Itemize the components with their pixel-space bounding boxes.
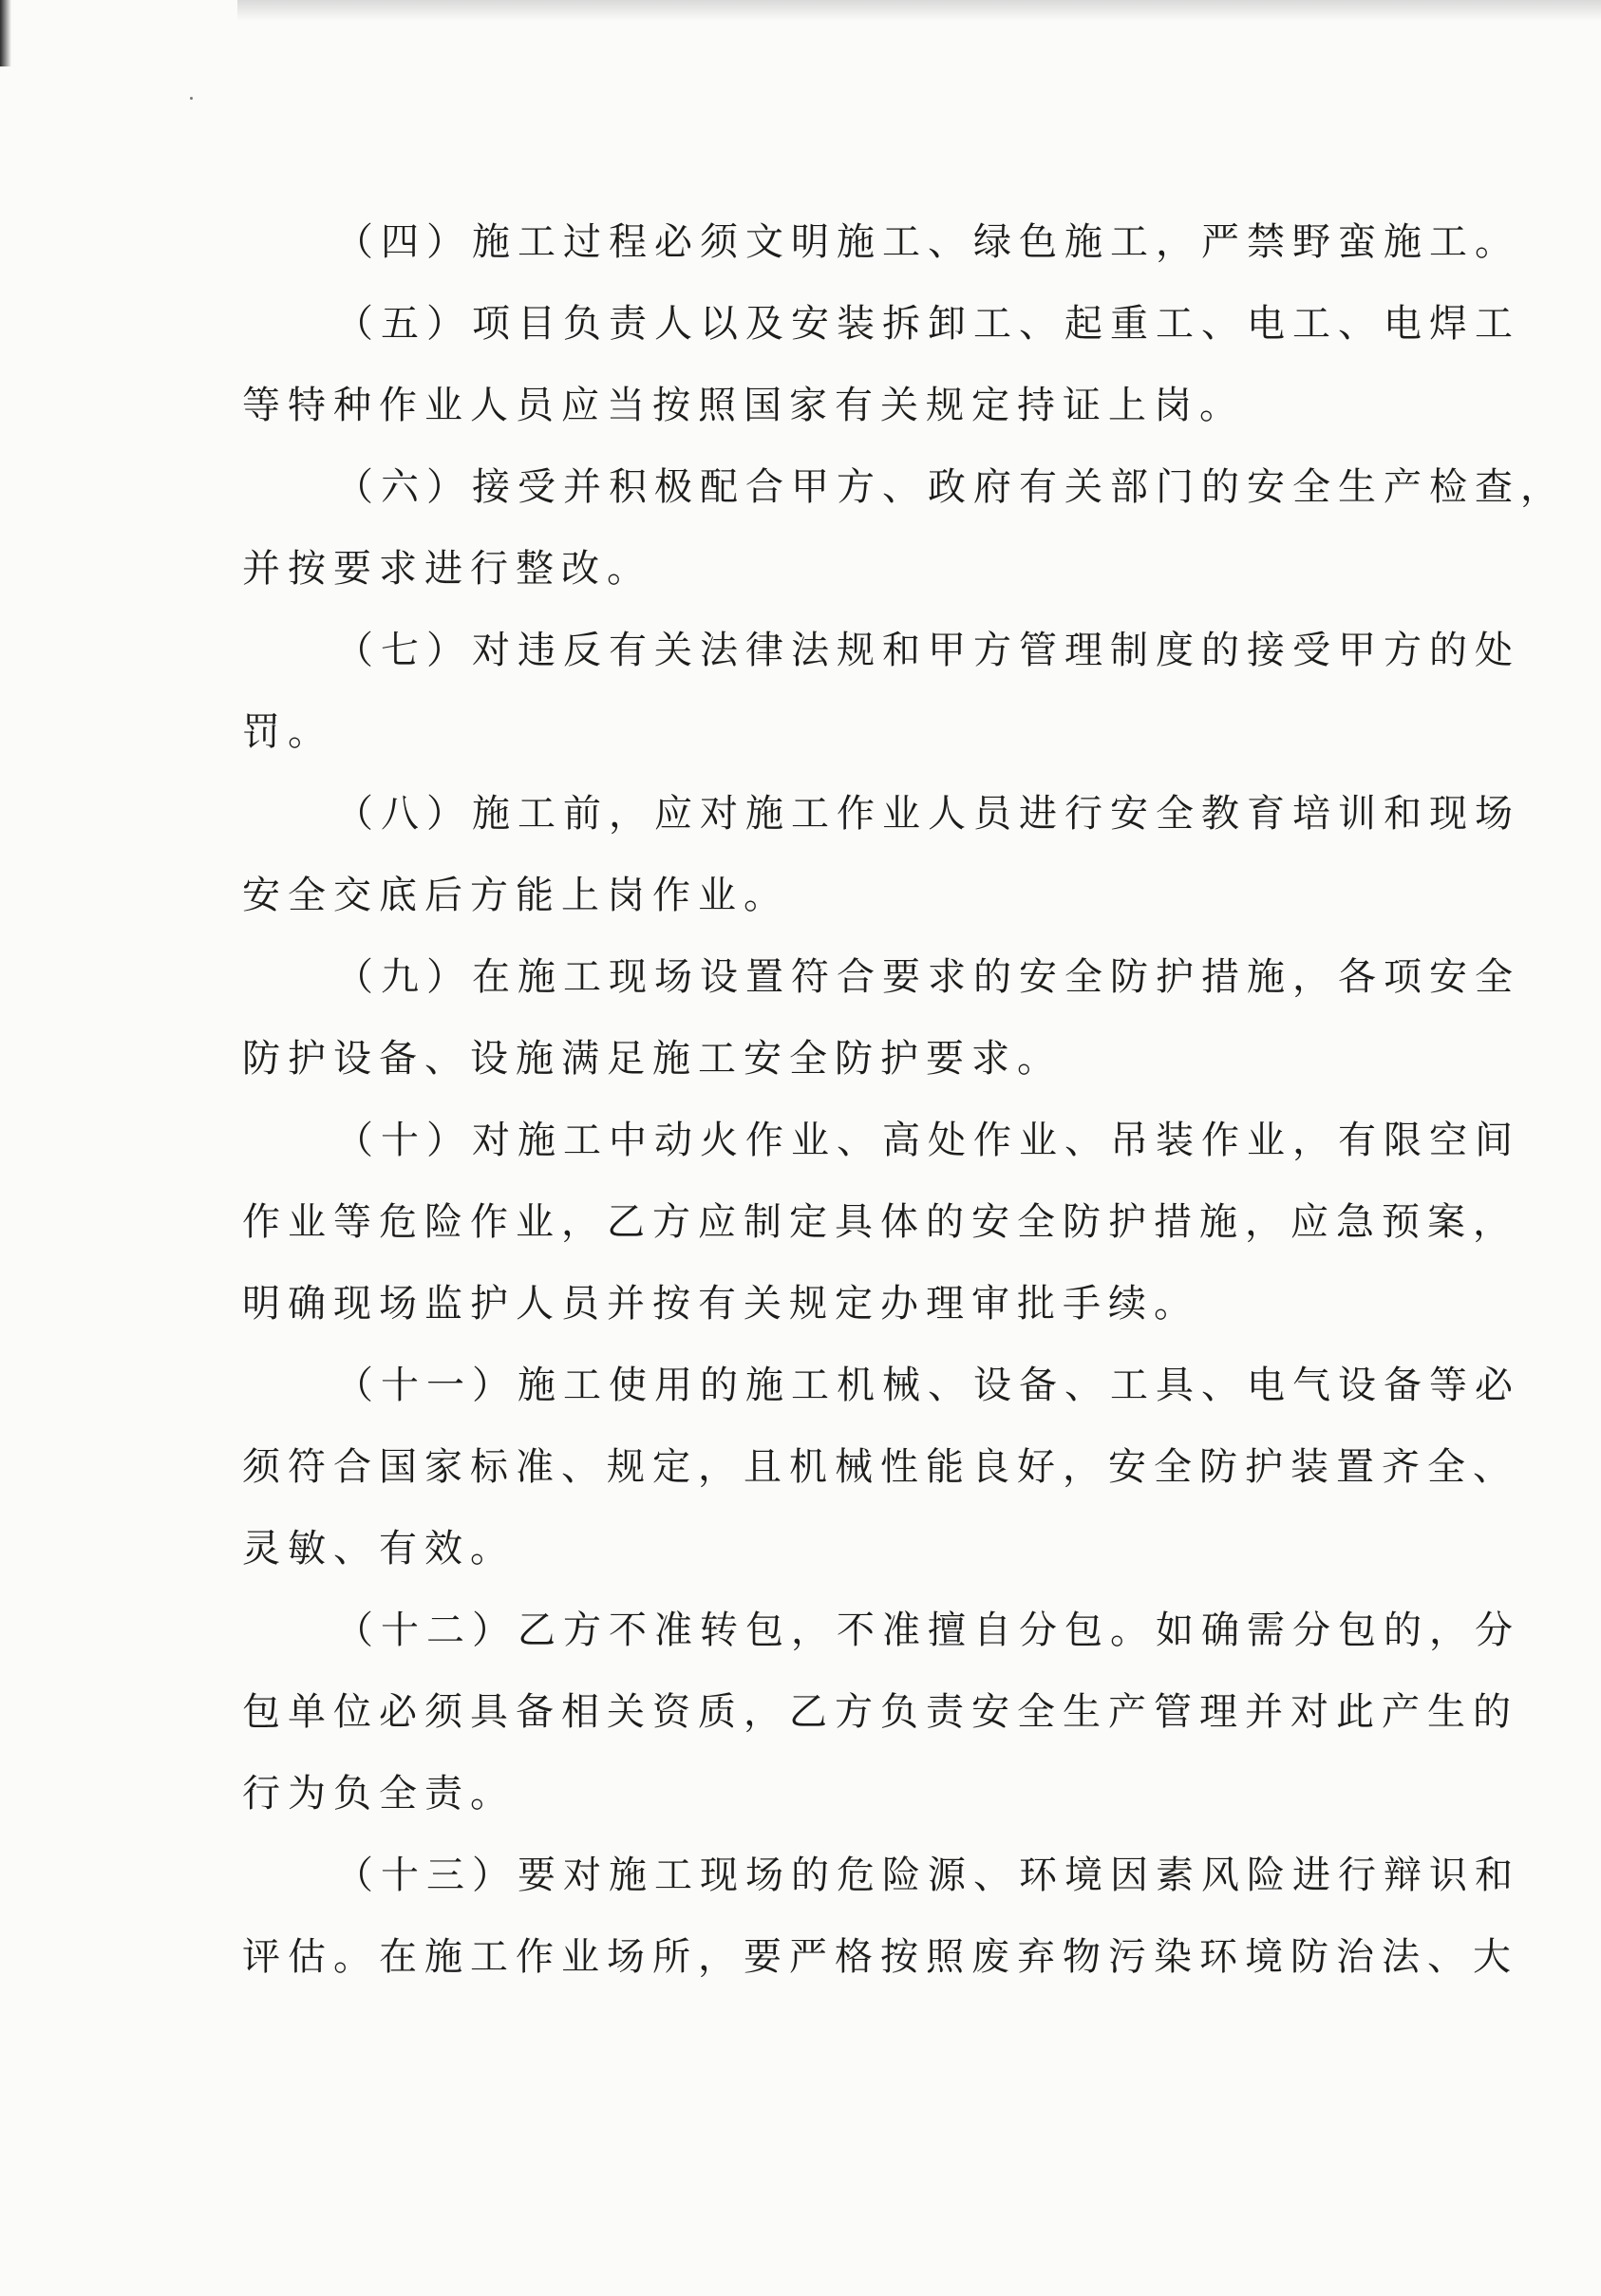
paragraph xyxy=(242,1345,1520,1590)
paragraph xyxy=(242,201,1520,283)
paragraph-line: 并按要求进行整改。 xyxy=(242,547,652,591)
paragraph xyxy=(242,773,1520,936)
scan-top-shadow xyxy=(237,0,1601,21)
paragraph-line: 等特种作业人员应当按照国家有关规定持证上岗。 xyxy=(242,384,1245,427)
paragraph xyxy=(242,446,1566,610)
paragraph-first-line: （九）在施工现场设置符合要求的安全防护措施，各项安全 xyxy=(335,955,1520,999)
paragraph-line: 明确现场监护人员并按有关规定办理审批手续。 xyxy=(242,1282,1199,1326)
paragraph xyxy=(242,1590,1520,1835)
paragraph-line: 作业等危险作业，乙方应制定具体的安全防护措施，应急预案， xyxy=(242,1200,1518,1244)
paragraph-line: 防护设备、设施满足施工安全防护要求。 xyxy=(242,1037,1063,1081)
paragraph xyxy=(242,283,1520,446)
paragraph-first-line: （八）施工前，应对施工作业人员进行安全教育培训和现场 xyxy=(335,792,1520,836)
paragraph-line: 须符合国家标准、规定，且机械性能良好，安全防护装置齐全、 xyxy=(242,1445,1518,1489)
paragraph-first-line: （十三）要对施工现场的危险源、环境因素风险进行辩识和 xyxy=(335,1854,1520,1897)
document-body xyxy=(242,201,1566,1998)
paragraph-line: 评估。在施工作业场所，要严格按照废弃物污染环境防治法、大 xyxy=(242,1935,1518,1979)
paragraph-first-line: （六）接受并积极配合甲方、政府有关部门的安全生产检查， xyxy=(335,465,1566,509)
paragraph-line: 包单位必须具备相关资质，乙方负责安全生产管理并对此产生的 xyxy=(242,1690,1518,1734)
paragraph-first-line: （五）项目负责人以及安装拆卸工、起重工、电工、电焊工 xyxy=(335,302,1520,346)
paragraph-line: 灵敏、有效。 xyxy=(242,1527,516,1571)
scan-speck xyxy=(190,97,193,100)
paragraph-first-line: （四）施工过程必须文明施工、绿色施工，严禁野蛮施工。 xyxy=(335,220,1520,264)
paragraph xyxy=(242,936,1520,1100)
paragraph xyxy=(242,1100,1520,1345)
paragraph xyxy=(242,610,1520,773)
paragraph-first-line: （七）对违反有关法律法规和甲方管理制度的接受甲方的处 xyxy=(335,629,1520,672)
paragraph-first-line: （十一）施工使用的施工机械、设备、工具、电气设备等必 xyxy=(335,1364,1520,1407)
paragraph-first-line: （十二）乙方不准转包，不准擅自分包。如确需分包的，分 xyxy=(335,1609,1520,1652)
paragraph-first-line: （十）对施工中动火作业、高处作业、吊装作业，有限空间 xyxy=(335,1119,1520,1162)
paragraph-line: 罚。 xyxy=(242,710,333,754)
paragraph-line: 安全交底后方能上岗作业。 xyxy=(242,874,789,917)
paragraph-line: 行为负全责。 xyxy=(242,1772,516,1816)
paragraph xyxy=(242,1835,1520,1998)
scan-edge-shadow xyxy=(0,0,11,66)
